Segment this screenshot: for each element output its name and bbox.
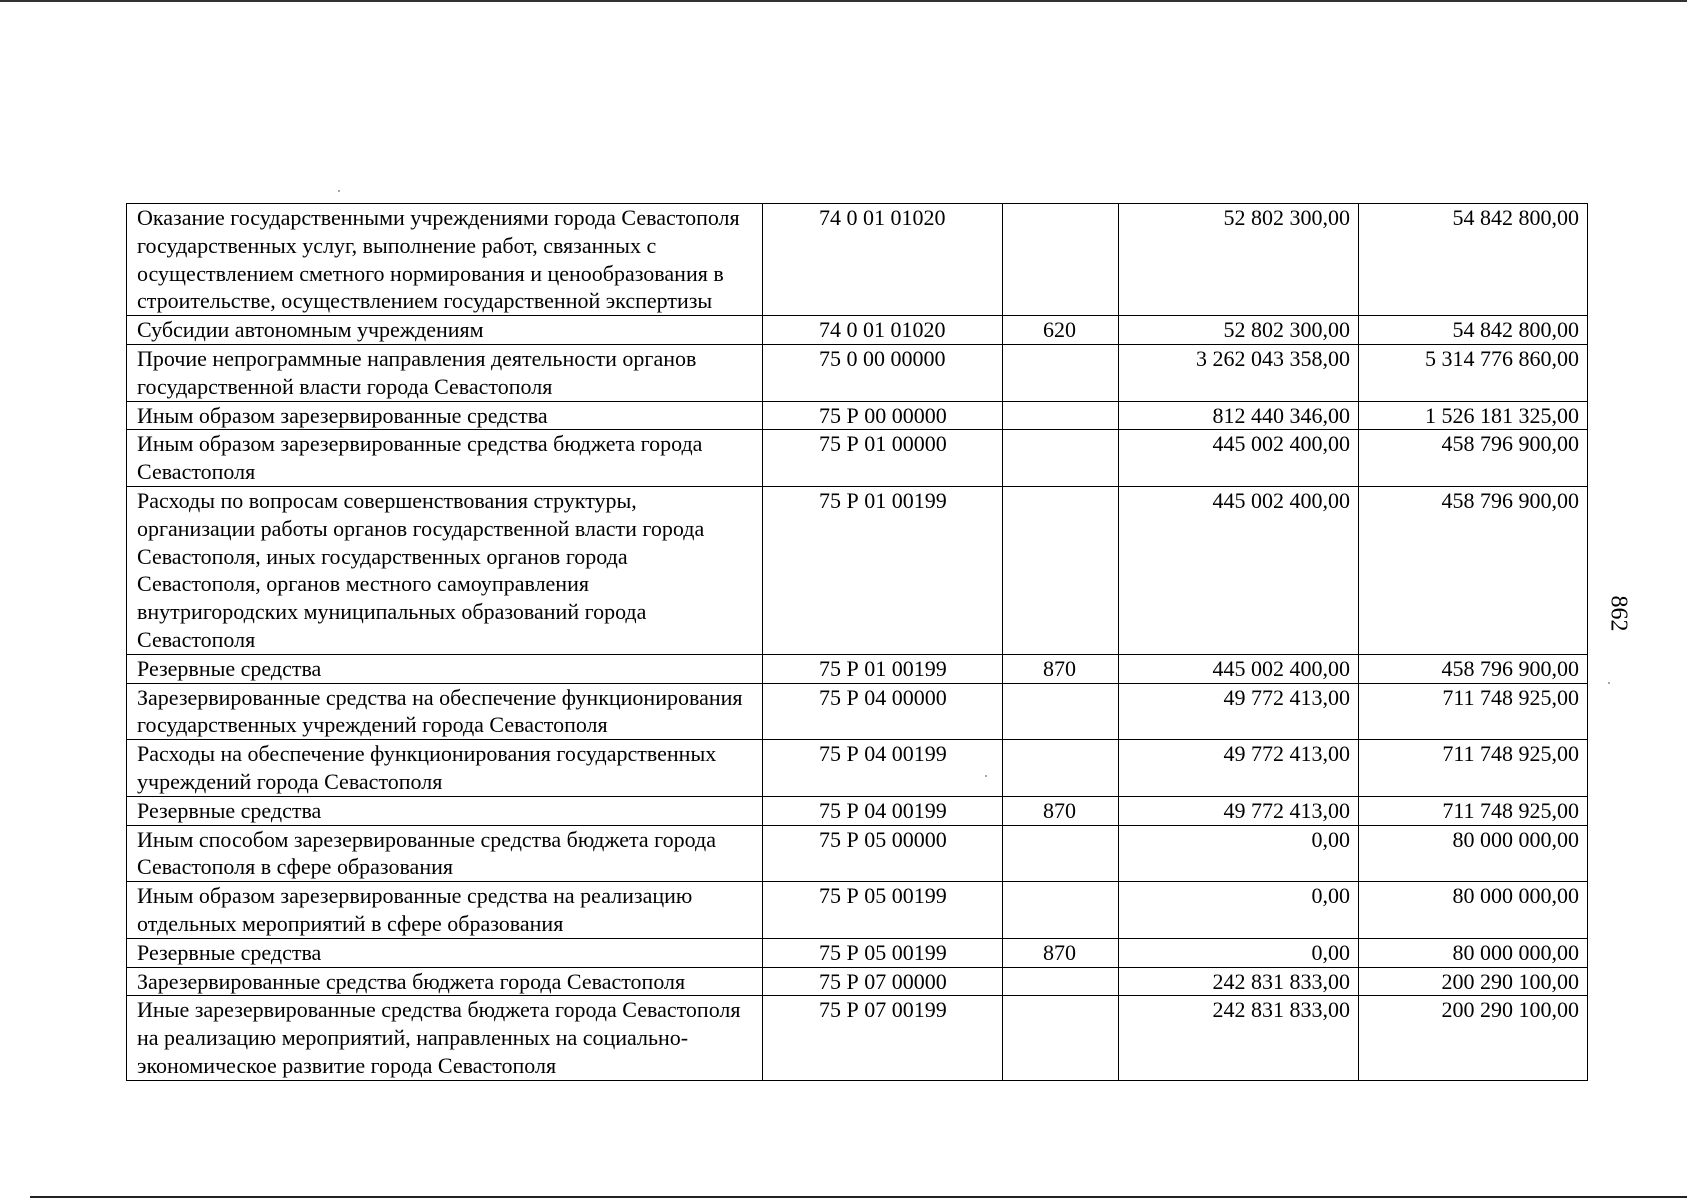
- row-value-1: 49 772 413,00: [1119, 683, 1359, 740]
- row-name: Оказание государственными учреждениями города Севастополя государственных услуг, выполнение работ, связанных с осуществлением сметного нормирования и ценообразования в строительстве, осуществлением государственной экспертизы: [127, 204, 763, 316]
- row-value-2: 80 000 000,00: [1359, 825, 1588, 882]
- row-value-1: 812 440 346,00: [1119, 401, 1359, 430]
- row-name: Расходы по вопросам совершенствования структуры, организации работы органов государственной власти города Севастополя, иных государственных органов города Севастополя, органов местного самоуправления внутригородских муниципальных образований города Севастополя: [127, 486, 763, 654]
- row-name: Иным способом зарезервированные средства бюджета города Севастополя в сфере образования: [127, 825, 763, 882]
- row-type: [1003, 486, 1119, 654]
- row-value-1: 242 831 833,00: [1119, 967, 1359, 996]
- row-type: [1003, 204, 1119, 316]
- row-type: [1003, 967, 1119, 996]
- row-code: 75 Р 05 00199: [763, 938, 1003, 967]
- table-row: [127, 967, 1588, 996]
- table-row: [127, 204, 1588, 316]
- row-value-2: 711 748 925,00: [1359, 740, 1588, 797]
- row-type: [1003, 882, 1119, 939]
- row-value-1: 49 772 413,00: [1119, 740, 1359, 797]
- row-value-2: 458 796 900,00: [1359, 486, 1588, 654]
- row-code: 74 0 01 01020: [763, 316, 1003, 345]
- row-value-1: 242 831 833,00: [1119, 996, 1359, 1080]
- row-code: 75 Р 07 00000: [763, 967, 1003, 996]
- row-value-1: 3 262 043 358,00: [1119, 344, 1359, 401]
- row-type: [1003, 825, 1119, 882]
- row-type: [1003, 401, 1119, 430]
- row-name: Иным образом зарезервированные средства бюджета города Севастополя: [127, 430, 763, 487]
- row-name: Резервные средства: [127, 938, 763, 967]
- row-value-2: 458 796 900,00: [1359, 430, 1588, 487]
- table-row: [127, 996, 1588, 1080]
- row-value-2: 200 290 100,00: [1359, 967, 1588, 996]
- row-name: Субсидии автономным учреждениям: [127, 316, 763, 345]
- row-name: Расходы на обеспечение функционирования государственных учреждений города Севастополя: [127, 740, 763, 797]
- table-row: [127, 882, 1588, 939]
- row-value-2: 5 314 776 860,00: [1359, 344, 1588, 401]
- row-type: 620: [1003, 316, 1119, 345]
- table-row: [127, 740, 1588, 797]
- row-code: 75 Р 07 00199: [763, 996, 1003, 1080]
- row-code: 74 0 01 01020: [763, 204, 1003, 316]
- row-code: 75 Р 00 00000: [763, 401, 1003, 430]
- row-name: Резервные средства: [127, 654, 763, 683]
- row-name: Иные зарезервированные средства бюджета города Севастополя на реализацию мероприятий, направленных на социально-экономическое развитие города Севастополя: [127, 996, 763, 1080]
- row-code: 75 Р 01 00199: [763, 654, 1003, 683]
- row-name: Зарезервированные средства на обеспечение функционирования государственных учреждений города Севастополя: [127, 683, 763, 740]
- row-value-2: 54 842 800,00: [1359, 316, 1588, 345]
- row-code: 75 Р 05 00000: [763, 825, 1003, 882]
- row-value-1: 49 772 413,00: [1119, 796, 1359, 825]
- row-value-1: 52 802 300,00: [1119, 204, 1359, 316]
- row-name: Прочие непрограммные направления деятельности органов государственной власти города Севастополя: [127, 344, 763, 401]
- row-name: Иным образом зарезервированные средства: [127, 401, 763, 430]
- budget-table: [126, 203, 1588, 1081]
- row-value-2: 200 290 100,00: [1359, 996, 1588, 1080]
- row-type: [1003, 344, 1119, 401]
- row-name: Зарезервированные средства бюджета города Севастополя: [127, 967, 763, 996]
- row-type: 870: [1003, 938, 1119, 967]
- row-type: [1003, 996, 1119, 1080]
- scan-speck: [1608, 682, 1610, 684]
- row-name: Резервные средства: [127, 796, 763, 825]
- row-value-1: 0,00: [1119, 938, 1359, 967]
- row-type: 870: [1003, 654, 1119, 683]
- row-value-2: 711 748 925,00: [1359, 796, 1588, 825]
- page-top-edge: [0, 0, 1687, 2]
- table-row: [127, 401, 1588, 430]
- row-value-1: 445 002 400,00: [1119, 486, 1359, 654]
- row-type: 870: [1003, 796, 1119, 825]
- scan-speck: [985, 775, 987, 777]
- table-row: [127, 316, 1588, 345]
- row-code: 75 Р 01 00000: [763, 430, 1003, 487]
- table-row: [127, 654, 1588, 683]
- table-row: [127, 486, 1588, 654]
- row-name: Иным образом зарезервированные средства на реализацию отдельных мероприятий в сфере образования: [127, 882, 763, 939]
- page-bottom-rule: [30, 1196, 1687, 1198]
- row-code: 75 Р 04 00199: [763, 796, 1003, 825]
- row-code: 75 0 00 00000: [763, 344, 1003, 401]
- table-row: [127, 344, 1588, 401]
- row-value-1: 0,00: [1119, 882, 1359, 939]
- row-code: 75 Р 04 00199: [763, 740, 1003, 797]
- scan-speck: [338, 190, 340, 192]
- table-row: [127, 825, 1588, 882]
- row-value-2: 458 796 900,00: [1359, 654, 1588, 683]
- row-value-1: 0,00: [1119, 825, 1359, 882]
- row-code: 75 Р 01 00199: [763, 486, 1003, 654]
- row-value-1: 445 002 400,00: [1119, 654, 1359, 683]
- table-row: [127, 430, 1588, 487]
- row-value-2: 1 526 181 325,00: [1359, 401, 1588, 430]
- row-type: [1003, 740, 1119, 797]
- table-row: [127, 683, 1588, 740]
- row-code: 75 Р 04 00000: [763, 683, 1003, 740]
- row-value-2: 54 842 800,00: [1359, 204, 1588, 316]
- row-value-2: 80 000 000,00: [1359, 938, 1588, 967]
- row-type: [1003, 430, 1119, 487]
- table-row: [127, 796, 1588, 825]
- row-type: [1003, 683, 1119, 740]
- row-value-1: 52 802 300,00: [1119, 316, 1359, 345]
- row-code: 75 Р 05 00199: [763, 882, 1003, 939]
- table-row: [127, 938, 1588, 967]
- row-value-1: 445 002 400,00: [1119, 430, 1359, 487]
- row-value-2: 80 000 000,00: [1359, 882, 1588, 939]
- row-value-2: 711 748 925,00: [1359, 683, 1588, 740]
- page-number: 862: [1605, 595, 1632, 632]
